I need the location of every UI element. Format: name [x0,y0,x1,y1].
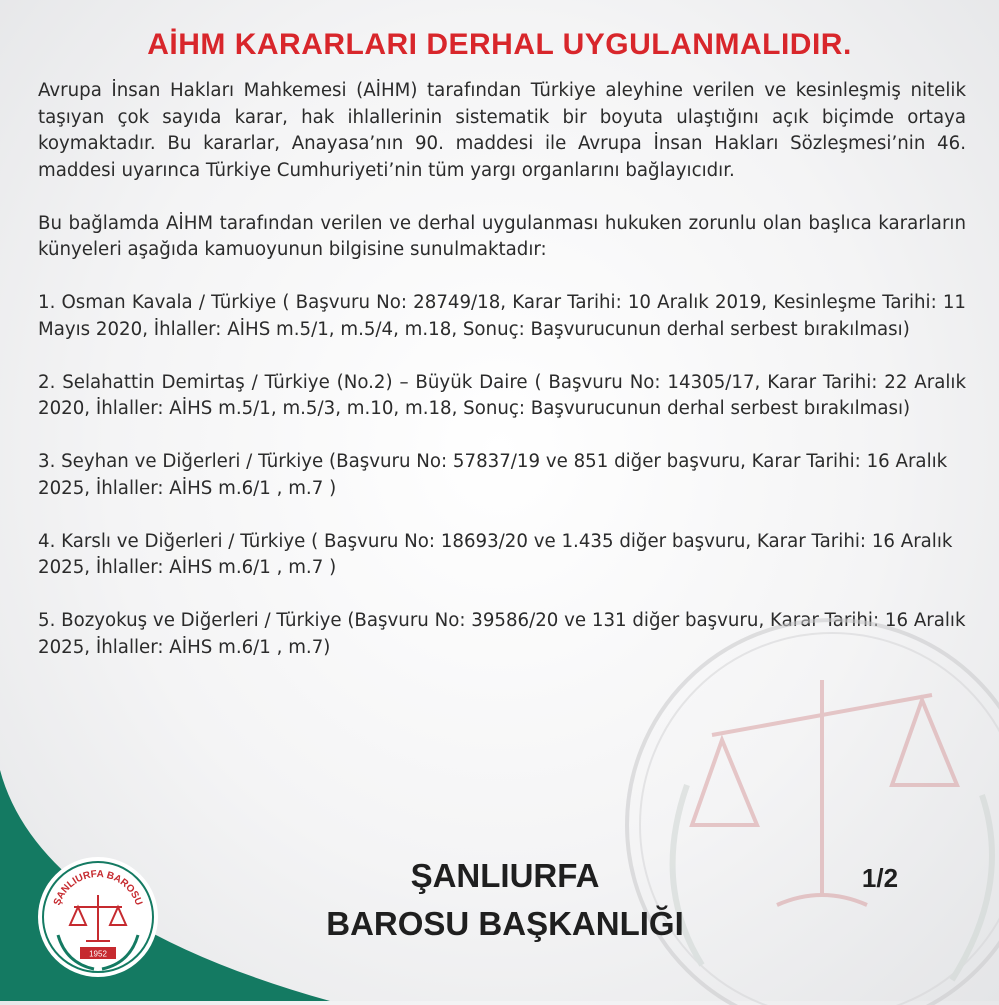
decision-item-2: 2. Selahattin Demirtaş / Türkiye (No.2) – Büyük Daire ( Başvuru No: 14305/17, Karar Tarihi: 22 Aralık 2020, İhlaller: AİHS m.5/1, m.5/3, m.10, m.18, Sonuç: Başvurucunun derhal serbest bırakılması) [38,371,966,419]
page-number: 1/2 [861,863,899,893]
bar-logo-emblem [36,855,160,979]
decision-item-3: 3. Seyhan ve Diğerleri / Türkiye (Başvuru No: 57837/19 ve 851 diğer başvuru, Karar Tarihi: 16 Aralık 2025, İhlaller: AİHS m.6/1 , m.7 ) [38,451,948,499]
signature-line-2: BAROSU BAŞKANLIĞI [326,905,684,942]
decision-item-5: 5. Bozyokuş ve Diğerleri / Türkiye (Başvuru No: 39586/20 ve 131 diğer başvuru, Karar Tarihi: 16 Aralık 2025, İhlaller: AİHS m.6/1 , m.7) [38,610,966,658]
decision-item-4: 4. Karslı ve Diğerleri / Türkiye ( Başvuru No: 18693/20 ve 1.435 diğer başvuru, Karar Tarihi: 16 Aralık 2025, İhlaller: AİHS m.6/1 , m.7 ) [38,530,953,578]
intro-paragraph: Avrupa İnsan Hakları Mahkemesi (AİHM) tarafından Türkiye aleyhine verilen ve kesinleşmiş nitelik taşıyan çok sayıda karar, hak ihlallerinin sistematik bir boyuta ulaştığını açık biçimde ortaya koymaktadır. Bu kararlar, Anayasa’nın 90. maddesi ile Avrupa İnsan Hakları Sözleşmesi’nin 46. maddesi uyarınca Türkiye Cumhuriyeti’nin tüm yargı organlarını bağlayıcıdır. [38,80,966,181]
context-paragraph: Bu bağlamda AİHM tarafından verilen ve derhal uygulanması hukuken zorunlu olan başlıca kararların künyeleri aşağıda kamuoyunun bilgisine sunulmaktadır: [38,212,966,260]
document-title: AİHM KARARLARI DERHAL UYGULANMALIDIR. [147,28,852,61]
logo-text: ŞANLIURFA BAROSU [51,868,145,907]
decision-item-1: 1. Osman Kavala / Türkiye ( Başvuru No: 28749/18, Karar Tarihi: 10 Aralık 2019, Kesinleşme Tarihi: 11 Mayıs 2020, İhlaller: AİHS m.5/1, m.5/4, m.18, Sonuç: Başvurucunun derhal serbest bırakılması) [38,292,966,340]
bar-logo [36,855,160,979]
logo-year: 1952 [89,949,107,959]
signature-line-1: ŞANLIURFA [410,857,600,894]
